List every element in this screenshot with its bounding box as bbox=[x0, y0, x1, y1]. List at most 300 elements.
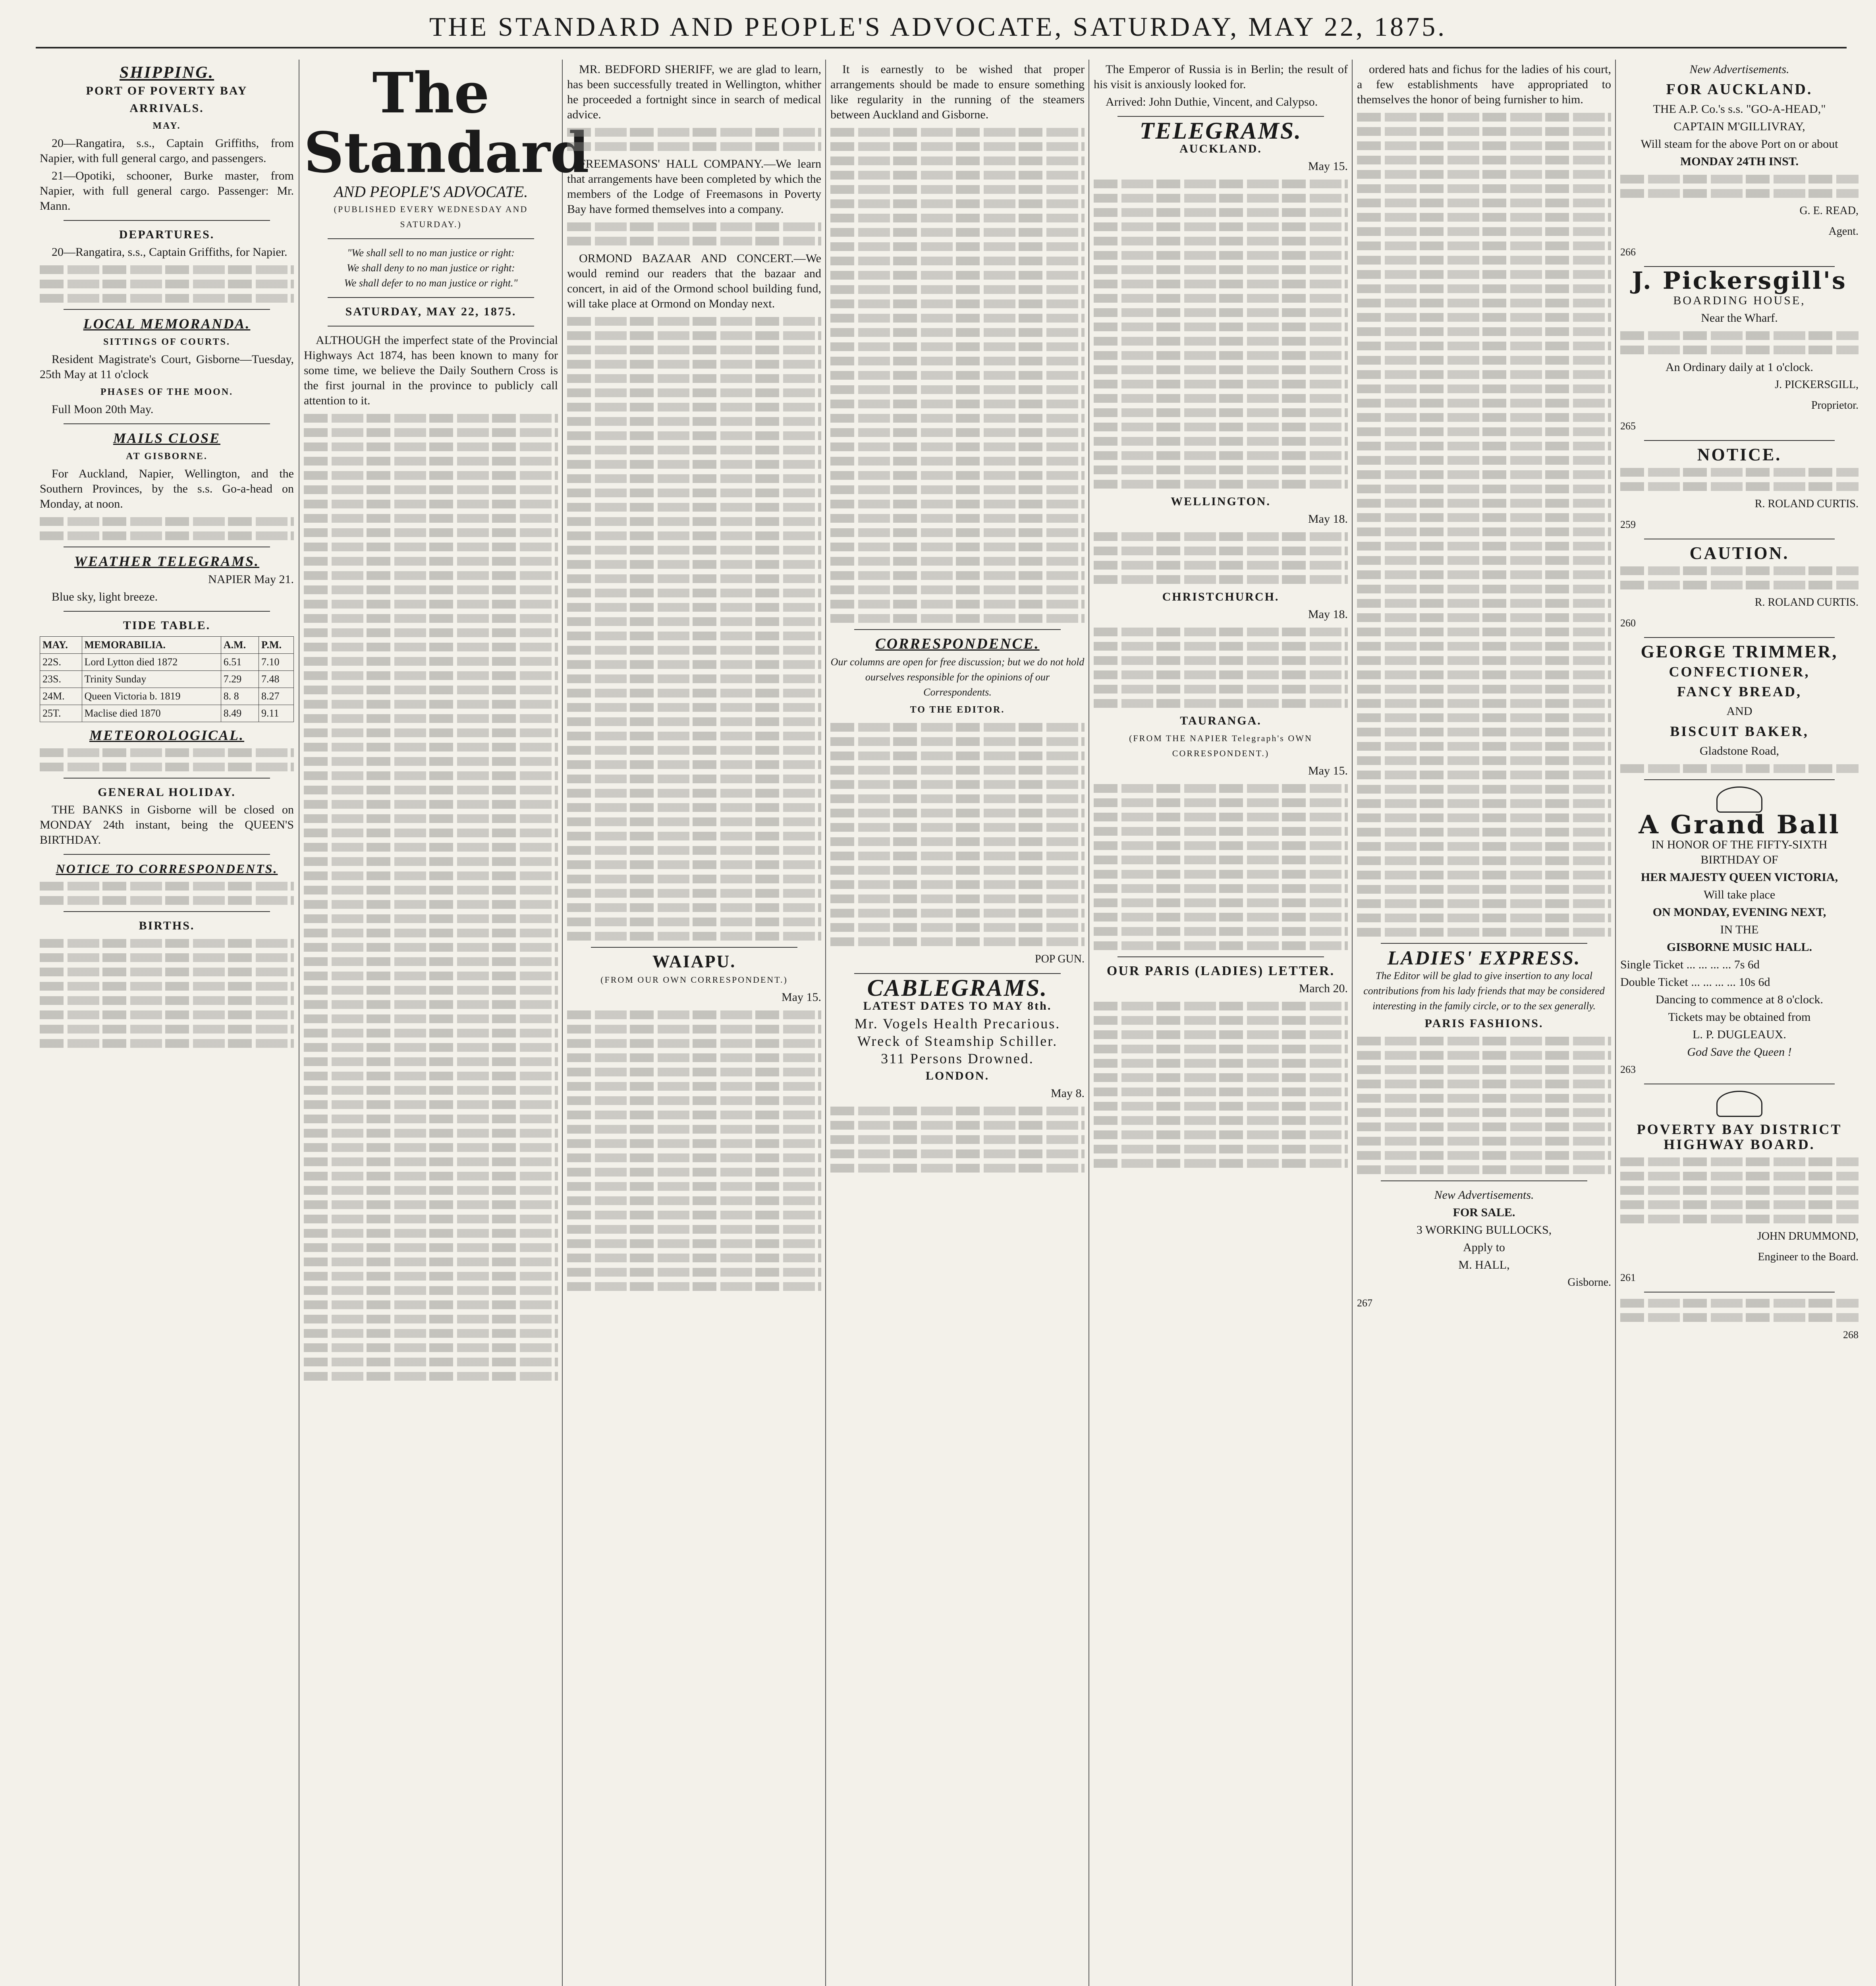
mails-location: AT GISBORNE. bbox=[126, 451, 208, 462]
text-block bbox=[567, 789, 821, 798]
text-block bbox=[567, 1025, 821, 1034]
text-block bbox=[1620, 468, 1859, 477]
text-block bbox=[1357, 1137, 1611, 1146]
text-block bbox=[567, 460, 821, 469]
text-block bbox=[1094, 856, 1348, 864]
tide-cell: 23S. bbox=[40, 671, 82, 688]
text-block bbox=[567, 932, 821, 941]
advertiser-place: Gisborne. bbox=[1567, 1276, 1611, 1289]
grand-ball-heading: A Grand Ball bbox=[1639, 810, 1840, 840]
text-block bbox=[304, 571, 558, 580]
masthead-rule bbox=[36, 47, 1847, 48]
text-block bbox=[304, 972, 558, 980]
text-block bbox=[1094, 466, 1348, 474]
weather-place: NAPIER May 21. bbox=[208, 573, 294, 586]
text-block bbox=[830, 837, 1085, 846]
text-block bbox=[304, 1343, 558, 1352]
text-block bbox=[1357, 127, 1611, 136]
text-block bbox=[567, 517, 821, 526]
text-block bbox=[830, 752, 1085, 760]
text-block bbox=[830, 485, 1085, 494]
text-block bbox=[304, 686, 558, 694]
text-block bbox=[567, 903, 821, 912]
text-block bbox=[567, 803, 821, 812]
text-block bbox=[1620, 581, 1859, 589]
tickets-from: Tickets may be obtained from bbox=[1668, 1010, 1811, 1024]
text-block bbox=[830, 442, 1085, 451]
text-block bbox=[1094, 1002, 1348, 1010]
text-block bbox=[830, 357, 1085, 365]
text-block bbox=[567, 331, 821, 340]
near-wharf: Near the Wharf. bbox=[1701, 311, 1778, 325]
text-block bbox=[1357, 256, 1611, 265]
text-block bbox=[304, 1057, 558, 1066]
text-block bbox=[567, 1111, 821, 1119]
text-block bbox=[1357, 227, 1611, 236]
text-block bbox=[304, 671, 558, 680]
text-block bbox=[1094, 575, 1348, 584]
text-block bbox=[1357, 771, 1611, 779]
will-steam: Will steam for the above Port on or about bbox=[1641, 137, 1838, 151]
text-block bbox=[830, 1149, 1085, 1158]
court-entry: Resident Magistrate's Court, Gisborne—Tuesday, 25th May at 11 o'clock bbox=[40, 353, 294, 381]
text-block bbox=[304, 714, 558, 723]
arrival-entry: 21—Opotiki, schooner, Burke master, from Napier, with full general cargo. Passenger: Mr. Mann. bbox=[40, 169, 294, 213]
text-block bbox=[830, 894, 1085, 903]
text-block bbox=[567, 717, 821, 726]
text-block bbox=[1357, 1165, 1611, 1174]
text-block bbox=[304, 914, 558, 923]
text-block bbox=[1094, 408, 1348, 417]
text-block bbox=[304, 471, 558, 480]
text-block bbox=[567, 1196, 821, 1205]
tide-cell: 8. 8 bbox=[221, 688, 259, 705]
text-block bbox=[40, 1039, 294, 1048]
text-block bbox=[567, 1282, 821, 1291]
ad-number: 266 bbox=[1620, 246, 1636, 258]
text-block bbox=[1620, 566, 1859, 575]
text-block bbox=[304, 585, 558, 594]
cablegrams-heading: CABLEGRAMS. bbox=[867, 975, 1048, 1001]
waiapu-heading: WAIAPU. bbox=[652, 952, 736, 971]
text-block bbox=[830, 228, 1085, 237]
text-block bbox=[1094, 784, 1348, 793]
ball-will-take-place: Will take place bbox=[1703, 888, 1776, 901]
text-block bbox=[1357, 799, 1611, 808]
curtis-signature: R. ROLAND CURTIS. bbox=[1754, 498, 1859, 510]
text-block bbox=[1357, 1151, 1611, 1160]
holiday-text: THE BANKS in Gisborne will be closed on MONDAY 24th instant, being the QUEEN'S BIRTHDAY. bbox=[40, 803, 294, 846]
text-block bbox=[567, 1096, 821, 1105]
text-block bbox=[304, 543, 558, 551]
text-block bbox=[567, 760, 821, 769]
text-block bbox=[40, 517, 294, 526]
ball-date: ON MONDAY, EVENING NEXT, bbox=[1652, 906, 1826, 919]
text-block bbox=[567, 1010, 821, 1019]
text-block bbox=[1620, 1172, 1859, 1180]
text-block bbox=[40, 294, 294, 303]
text-block bbox=[830, 257, 1085, 265]
text-block bbox=[1357, 699, 1611, 708]
ladies-express-note: The Editor will be glad to give insertion to any local contributions from his lady friends that may be considered interesting in the family circle, or to the sex generally. bbox=[1363, 970, 1605, 1012]
dancing-time: Dancing to commence at 8 o'clock. bbox=[1656, 993, 1823, 1006]
text-block bbox=[1094, 351, 1348, 360]
text-block bbox=[567, 1139, 821, 1148]
text-block bbox=[40, 280, 294, 288]
text-block bbox=[830, 723, 1085, 732]
separator bbox=[854, 629, 1061, 630]
agent-title: Agent. bbox=[1828, 225, 1859, 238]
text-block bbox=[1357, 1065, 1611, 1074]
text-block bbox=[1357, 585, 1611, 593]
text-block bbox=[1357, 356, 1611, 365]
text-block bbox=[304, 1215, 558, 1223]
text-block bbox=[830, 571, 1085, 580]
text-block bbox=[1620, 1200, 1859, 1209]
text-block bbox=[567, 775, 821, 783]
text-block bbox=[1357, 871, 1611, 879]
text-block bbox=[1094, 437, 1348, 446]
text-block bbox=[40, 531, 294, 540]
separator bbox=[64, 309, 270, 310]
text-block bbox=[304, 1200, 558, 1209]
separator bbox=[1117, 956, 1324, 957]
text-block bbox=[567, 1211, 821, 1219]
curtis-signature: R. ROLAND CURTIS. bbox=[1754, 596, 1859, 609]
text-block bbox=[1094, 208, 1348, 217]
news-paragraph: Arrived: John Duthie, Vincent, and Calypso. bbox=[1106, 95, 1318, 108]
news-paragraph: The Emperor of Russia is in Berlin; the result of his visit is anxiously looked for. bbox=[1094, 63, 1348, 91]
motto-line: "We shall sell to no man justice or right: bbox=[347, 247, 515, 259]
column-correspondence bbox=[830, 60, 1085, 1178]
separator bbox=[64, 778, 270, 779]
text-block bbox=[304, 843, 558, 852]
tide-table bbox=[40, 636, 294, 722]
separator bbox=[64, 911, 270, 912]
separator bbox=[1381, 943, 1587, 944]
text-block bbox=[304, 786, 558, 794]
text-block bbox=[567, 832, 821, 840]
text-block bbox=[304, 1086, 558, 1095]
headline: Wreck of Steamship Schiller. bbox=[857, 1033, 1058, 1049]
text-block bbox=[1357, 499, 1611, 508]
text-block bbox=[1094, 656, 1348, 665]
column-telegrams bbox=[1094, 60, 1348, 1173]
tide-cell: 7.29 bbox=[221, 671, 259, 688]
text-block bbox=[1620, 1299, 1859, 1308]
text-block bbox=[1094, 913, 1348, 922]
text-block bbox=[830, 794, 1085, 803]
advertiser-name: M. HALL, bbox=[1458, 1258, 1510, 1271]
tauranga-byline: (FROM THE NAPIER Telegraph's OWN CORRESPONDENT.) bbox=[1129, 733, 1312, 758]
text-block bbox=[830, 371, 1085, 380]
text-block bbox=[830, 1107, 1085, 1115]
text-block bbox=[567, 388, 821, 397]
text-block bbox=[1357, 656, 1611, 665]
text-block bbox=[1357, 756, 1611, 765]
column-editorial bbox=[304, 60, 589, 1386]
text-block bbox=[1094, 547, 1348, 555]
text-block bbox=[1094, 1116, 1348, 1125]
text-block bbox=[304, 1043, 558, 1052]
drummond-signature: JOHN DRUMMOND, bbox=[1757, 1230, 1859, 1242]
weather-heading: WEATHER TELEGRAMS. bbox=[74, 553, 260, 569]
text-block bbox=[830, 156, 1085, 165]
text-block bbox=[567, 1039, 821, 1048]
text-block bbox=[1357, 542, 1611, 551]
holiday-heading: GENERAL HOLIDAY. bbox=[98, 786, 236, 799]
text-block bbox=[830, 852, 1085, 860]
text-block bbox=[40, 996, 294, 1005]
tide-header-row bbox=[40, 637, 294, 654]
text-block bbox=[1094, 1016, 1348, 1025]
text-block bbox=[567, 1268, 821, 1277]
text-block bbox=[1094, 642, 1348, 651]
text-block bbox=[1094, 365, 1348, 374]
text-block bbox=[567, 1053, 821, 1062]
text-block bbox=[1094, 222, 1348, 231]
text-block bbox=[40, 882, 294, 891]
text-block bbox=[304, 628, 558, 637]
text-block bbox=[304, 428, 558, 437]
text-block bbox=[567, 222, 821, 231]
trimmer-heading: GEORGE TRIMMER, bbox=[1641, 642, 1838, 661]
text-block bbox=[567, 1082, 821, 1091]
text-block bbox=[40, 953, 294, 962]
separator bbox=[64, 611, 270, 612]
text-block bbox=[830, 866, 1085, 875]
separator bbox=[1644, 440, 1835, 441]
text-block bbox=[1357, 685, 1611, 694]
text-block bbox=[304, 514, 558, 523]
text-block bbox=[40, 1010, 294, 1019]
text-block bbox=[1357, 527, 1611, 536]
text-block bbox=[830, 242, 1085, 251]
text-block bbox=[304, 900, 558, 909]
for-auckland-heading: FOR AUCKLAND. bbox=[1666, 81, 1813, 98]
royal-crest-icon bbox=[1716, 1091, 1762, 1117]
new-ads-heading: New Advertisements. bbox=[1434, 1188, 1534, 1202]
single-ticket: Single Ticket ... ... ... ... 7s 6d bbox=[1620, 958, 1760, 971]
waiapu-date: May 15. bbox=[782, 991, 821, 1004]
text-block bbox=[1357, 914, 1611, 922]
text-block bbox=[1357, 599, 1611, 608]
column-advertisements bbox=[1620, 60, 1859, 1343]
news-paragraph: ORMOND BAZAAR AND CONCERT.—We would remind our readers that the bazaar and concert, in aid of the Ormond school building fund, will take place at Ormond on Monday next. bbox=[567, 252, 821, 310]
text-block bbox=[304, 700, 558, 709]
text-block bbox=[1357, 613, 1611, 622]
text-block bbox=[1357, 413, 1611, 422]
text-block bbox=[40, 896, 294, 905]
text-block bbox=[567, 142, 821, 151]
news-paragraph: It is earnestly to be wished that proper arrangements should be made to ensure something like regularity in the running of the steamers between Auckland and Gisborne. bbox=[830, 63, 1085, 121]
text-block bbox=[1357, 299, 1611, 307]
editorial-lead: ALTHOUGH the imperfect state of the Provincial Highways Act 1874, has been known to many for some time, we believe the Daily Southern Cross is the first journal in the province to publicly call attention to it. bbox=[304, 334, 558, 407]
tide-cell: 7.48 bbox=[259, 671, 294, 688]
pickersgill-signature: J. PICKERSGILL, bbox=[1775, 379, 1859, 391]
text-block bbox=[40, 1025, 294, 1034]
text-block bbox=[304, 414, 558, 423]
text-block bbox=[1357, 570, 1611, 579]
text-block bbox=[830, 543, 1085, 551]
separator bbox=[328, 297, 534, 298]
text-block bbox=[567, 660, 821, 669]
ball-in-the: IN THE bbox=[1720, 923, 1759, 936]
text-block bbox=[1357, 313, 1611, 322]
departure-entry: 20—Rangatira, s.s., Captain Griffiths, for Napier. bbox=[52, 245, 288, 259]
news-paragraph: FREEMASONS' HALL COMPANY.—We learn that arrangements have been completed by which the members of the Lodge of Freemasons in Poverty Bay have formed themselves into a company. bbox=[567, 157, 821, 216]
text-block bbox=[567, 846, 821, 855]
text-block bbox=[1094, 308, 1348, 317]
text-block bbox=[1094, 841, 1348, 850]
text-block bbox=[567, 128, 821, 137]
text-block bbox=[304, 1272, 558, 1281]
text-block bbox=[304, 500, 558, 508]
text-block bbox=[1357, 170, 1611, 179]
text-block bbox=[1357, 728, 1611, 736]
text-block bbox=[304, 600, 558, 609]
caution-heading: CAUTION. bbox=[1689, 543, 1789, 563]
text-block bbox=[1357, 899, 1611, 908]
ad-number: 267 bbox=[1357, 1297, 1372, 1309]
boarding-house: BOARDING HOUSE, bbox=[1673, 294, 1806, 307]
text-block bbox=[567, 1225, 821, 1234]
ad-number: 259 bbox=[1620, 519, 1636, 530]
paris-fashions-heading: PARIS FASHIONS. bbox=[1424, 1017, 1544, 1030]
text-block bbox=[567, 817, 821, 826]
text-block bbox=[830, 400, 1085, 408]
christchurch-date: May 18. bbox=[1308, 608, 1348, 621]
correspondence-note: Our columns are open for free discussion; but we do not hold ourselves responsible for the opinions of our Correspondents. bbox=[830, 656, 1085, 698]
text-block bbox=[304, 829, 558, 837]
text-block bbox=[567, 474, 821, 483]
tide-cell: Maclise died 1870 bbox=[82, 705, 221, 722]
port-heading: PORT OF POVERTY BAY bbox=[86, 84, 248, 97]
text-block bbox=[567, 918, 821, 926]
text-block bbox=[830, 271, 1085, 280]
tide-cell: 6.51 bbox=[221, 654, 259, 671]
text-block bbox=[1620, 1215, 1859, 1223]
telegrams-heading: TELEGRAMS. bbox=[1139, 118, 1302, 144]
text-block bbox=[1094, 1059, 1348, 1068]
column-rule bbox=[1615, 60, 1616, 1986]
text-block bbox=[567, 374, 821, 383]
text-block bbox=[1357, 141, 1611, 150]
tide-cell: 24M. bbox=[40, 688, 82, 705]
text-block bbox=[304, 1243, 558, 1252]
text-block bbox=[1357, 427, 1611, 436]
mails-heading: MAILS CLOSE bbox=[113, 430, 221, 446]
ad-number: 268 bbox=[1843, 1329, 1859, 1341]
text-block bbox=[1094, 798, 1348, 807]
text-block bbox=[1094, 280, 1348, 288]
text-block bbox=[1094, 1102, 1348, 1111]
tide-cell: 8.49 bbox=[221, 705, 259, 722]
editorial-date: SATURDAY, MAY 22, 1875. bbox=[345, 305, 517, 318]
tide-row bbox=[40, 671, 294, 688]
tide-row bbox=[40, 705, 294, 722]
text-block bbox=[830, 557, 1085, 566]
separator bbox=[591, 947, 797, 948]
text-block bbox=[567, 574, 821, 583]
text-block bbox=[830, 428, 1085, 437]
text-block bbox=[1357, 270, 1611, 279]
bullocks-ad: 3 WORKING BULLOCKS, bbox=[1416, 1223, 1552, 1236]
steamer-name: THE A.P. Co.'s s.s. "GO-A-HEAD," bbox=[1653, 102, 1826, 116]
royal-crest-icon bbox=[1716, 786, 1762, 813]
ad-number: 263 bbox=[1620, 1064, 1636, 1075]
text-block bbox=[1357, 1094, 1611, 1103]
tide-row bbox=[40, 688, 294, 705]
text-block bbox=[1094, 670, 1348, 679]
text-block bbox=[1620, 1157, 1859, 1166]
text-block bbox=[304, 1172, 558, 1180]
text-block bbox=[1094, 941, 1348, 950]
text-block bbox=[1620, 1186, 1859, 1195]
text-block bbox=[1620, 482, 1859, 491]
text-block bbox=[830, 585, 1085, 594]
births-heading: BIRTHS. bbox=[139, 919, 195, 932]
text-block bbox=[304, 1072, 558, 1080]
fancy-bread-line: FANCY BREAD, bbox=[1677, 684, 1802, 699]
text-block bbox=[830, 1164, 1085, 1173]
text-block bbox=[1094, 927, 1348, 936]
arrivals-heading: ARRIVALS. bbox=[129, 102, 204, 115]
text-block bbox=[304, 1258, 558, 1266]
arrival-entry: 20—Rangatira, s.s., Captain Griffiths, from Napier, with full general cargo, and passengers. bbox=[40, 137, 294, 165]
text-block bbox=[304, 1000, 558, 1009]
text-block bbox=[304, 871, 558, 880]
text-block bbox=[1357, 1051, 1611, 1060]
text-block bbox=[830, 314, 1085, 323]
text-block bbox=[304, 1157, 558, 1166]
text-block bbox=[304, 986, 558, 995]
text-block bbox=[567, 431, 821, 440]
text-block bbox=[567, 674, 821, 683]
text-block bbox=[1357, 513, 1611, 522]
text-block bbox=[830, 457, 1085, 466]
news-paragraph: ordered hats and fichus for the ladies of his court, a few establishments have appropriated to themselves the honor of being furnisher to him. bbox=[1357, 63, 1611, 106]
text-block bbox=[304, 1300, 558, 1309]
text-block bbox=[1357, 327, 1611, 336]
tide-cell: 25T. bbox=[40, 705, 82, 722]
column-rule bbox=[825, 60, 826, 1986]
text-block bbox=[304, 957, 558, 966]
text-block bbox=[1357, 670, 1611, 679]
text-block bbox=[304, 886, 558, 894]
text-block bbox=[1094, 380, 1348, 388]
text-block bbox=[567, 632, 821, 640]
text-block bbox=[830, 528, 1085, 537]
text-block bbox=[1357, 470, 1611, 479]
wellington-date: May 18. bbox=[1308, 512, 1348, 525]
text-block bbox=[1094, 323, 1348, 331]
text-block bbox=[1094, 884, 1348, 893]
text-block bbox=[304, 929, 558, 937]
ordinary-daily: An Ordinary daily at 1 o'clock. bbox=[1666, 361, 1813, 374]
moon-entry: Full Moon 20th May. bbox=[52, 403, 154, 416]
text-block bbox=[1094, 265, 1348, 274]
motto-line: We shall defer to no man justice or right." bbox=[344, 277, 518, 289]
pickersgill-heading: J. Pickersgill's bbox=[1632, 267, 1847, 295]
text-block bbox=[830, 214, 1085, 222]
tide-cell: Queen Victoria b. 1819 bbox=[82, 688, 221, 705]
text-block bbox=[830, 299, 1085, 308]
text-block bbox=[830, 385, 1085, 394]
publication-schedule: (PUBLISHED EVERY WEDNESDAY AND SATURDAY.) bbox=[334, 204, 528, 229]
text-block bbox=[304, 728, 558, 737]
tide-cell: 22S. bbox=[40, 654, 82, 671]
